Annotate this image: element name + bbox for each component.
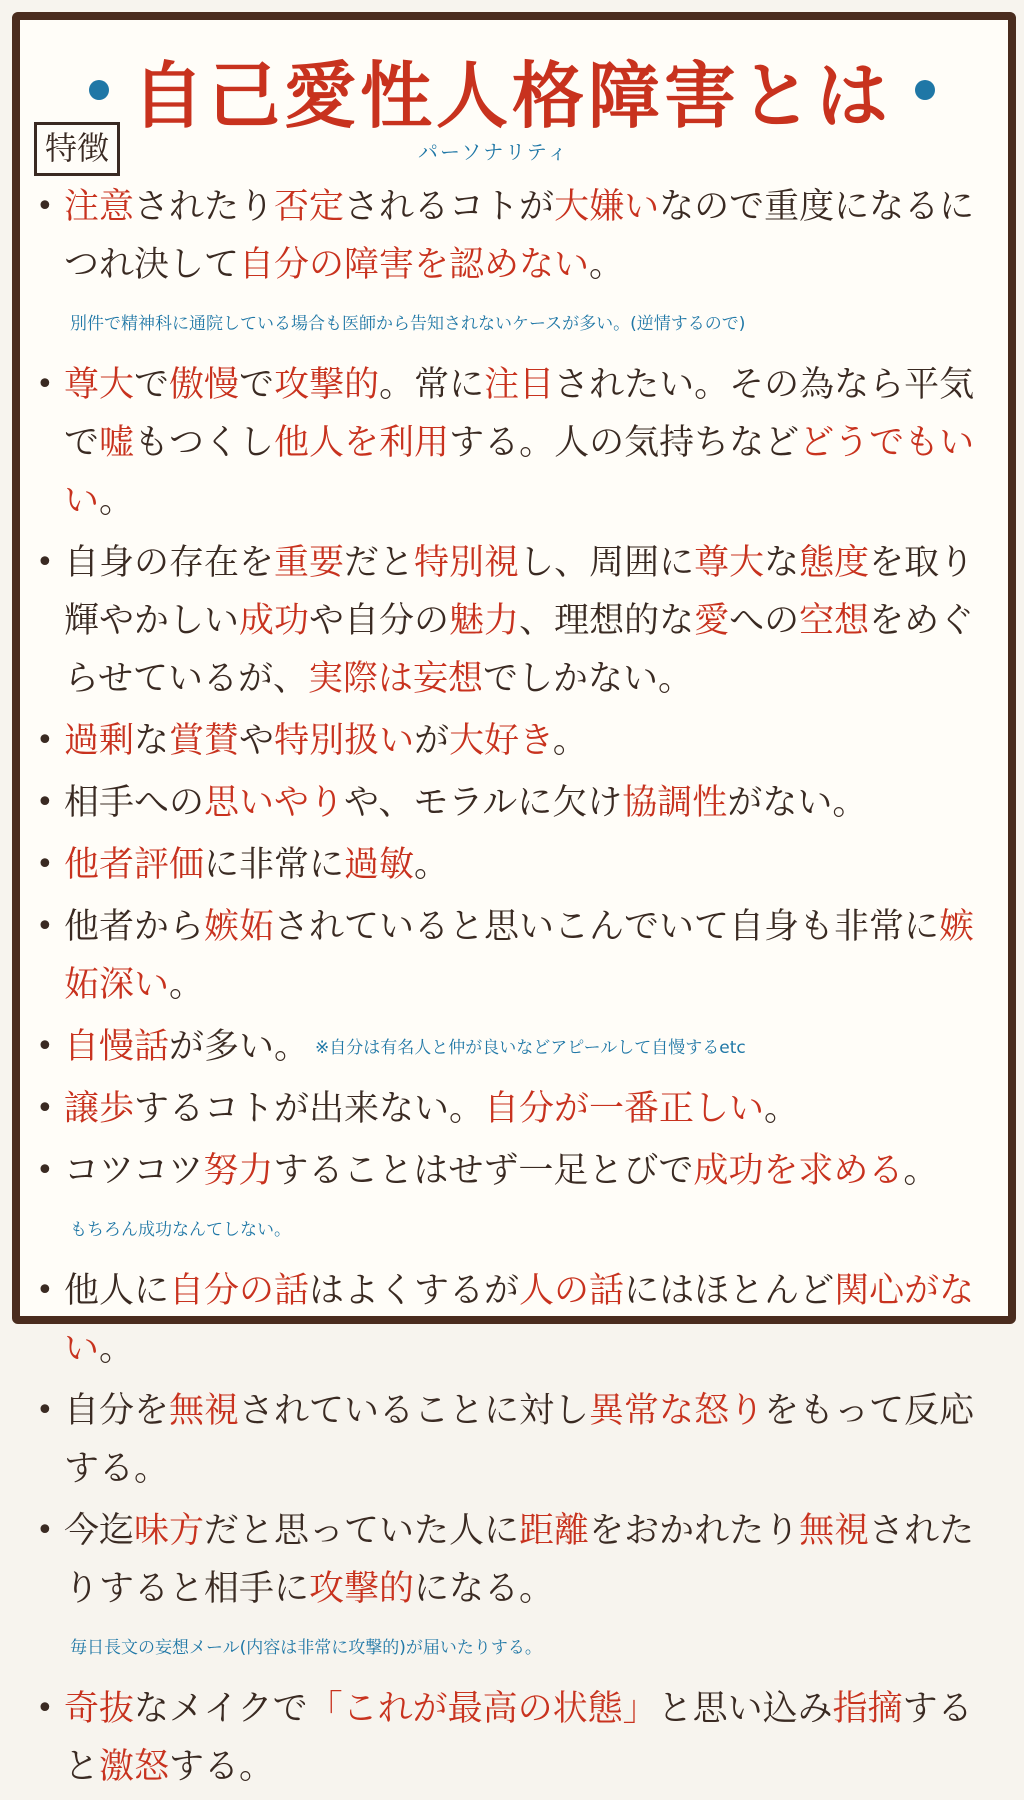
- item-text: 自分を: [64, 1391, 170, 1431]
- item-text: し、周囲に: [519, 543, 695, 583]
- item-text: でしかない。: [482, 659, 693, 699]
- item-text: 。: [99, 1329, 135, 1369]
- list-item: [30, 1018, 1000, 1076]
- item-text: への: [729, 601, 800, 641]
- item-text: 大嫌い: [554, 187, 660, 227]
- item-text: 特別視: [414, 543, 520, 583]
- item-text: もつくし: [134, 423, 275, 463]
- item-text: や自分の: [309, 601, 450, 641]
- bullet-icon: •: [36, 1153, 54, 1188]
- item-text: 距離: [519, 1511, 590, 1551]
- side-note: ※自分は有名人と仲が良いなどアピールして自慢するetc: [315, 1038, 746, 1058]
- bullet-icon: •: [36, 545, 54, 580]
- item-text: 異常な怒り: [589, 1391, 765, 1431]
- item-text: 。: [99, 481, 135, 521]
- item-text: な: [764, 543, 800, 583]
- item-text: 。: [589, 245, 625, 285]
- bullet-icon: •: [36, 785, 54, 820]
- item-text: 。常に: [379, 365, 485, 405]
- list-item: [30, 1680, 1000, 1796]
- item-text: されていると思いこんでいて自身も非常に: [274, 907, 940, 947]
- item-text: されたりすると相手に: [64, 1511, 975, 1609]
- list-item: [30, 1382, 1000, 1498]
- list-item: [30, 178, 1000, 352]
- right-dot-icon: [915, 80, 935, 100]
- item-text: することはせず一足とびで: [273, 1151, 694, 1191]
- item-text: 。: [903, 1151, 939, 1191]
- item-text: されたい。その為なら平気で: [64, 365, 975, 463]
- list-item: [30, 898, 1000, 1014]
- list-item: [30, 712, 1000, 770]
- item-text: 攻撃的: [274, 365, 380, 405]
- bullet-icon: •: [36, 1029, 54, 1064]
- item-text: 自身の存在を: [64, 543, 275, 583]
- item-text: だと: [344, 543, 415, 583]
- list-item: [30, 1142, 1000, 1258]
- item-text: されるコトが: [344, 187, 555, 227]
- item-text: な: [134, 721, 170, 761]
- item-text: 注目: [484, 365, 555, 405]
- item-text: で: [239, 365, 275, 405]
- item-text: 。: [414, 845, 450, 885]
- item-text: 尊大: [64, 365, 135, 405]
- item-text: 味方: [134, 1511, 205, 1551]
- item-text: 譲歩: [64, 1089, 135, 1129]
- item-text: 他人に: [64, 1271, 170, 1311]
- item-text: 努力: [203, 1151, 274, 1191]
- list-item: [30, 1262, 1000, 1378]
- item-text: 他者から: [64, 907, 205, 947]
- item-text: 嫉妬深い: [64, 907, 975, 1005]
- item-text: 相手への: [64, 783, 205, 823]
- list-item: [30, 534, 1000, 708]
- item-text: 思いやり: [204, 783, 345, 823]
- item-text: をおかれたり: [589, 1511, 800, 1551]
- item-text: 重要: [274, 543, 345, 583]
- item-text: すると: [64, 1689, 973, 1787]
- item-text: をもって反応する。: [64, 1391, 975, 1489]
- item-text: 成功: [239, 601, 310, 641]
- section-label: 特徴: [34, 122, 120, 176]
- item-text: 嘘: [99, 423, 135, 463]
- feature-list: [30, 178, 1000, 1800]
- item-text: 魅力: [449, 601, 520, 641]
- item-text: 過敏: [344, 845, 415, 885]
- item-text: 関心がない: [64, 1271, 975, 1369]
- item-text: なメイクで: [134, 1689, 308, 1729]
- item-text: にはほとんど: [624, 1271, 835, 1311]
- item-text: が多い。: [169, 1027, 310, 1067]
- item-text: されたり: [134, 187, 275, 227]
- item-text: 攻撃的: [309, 1569, 415, 1609]
- list-item: [30, 1080, 1000, 1138]
- item-text: 実際は妄想: [307, 659, 483, 699]
- item-text: なので重度になるにつれ決して: [64, 187, 975, 285]
- bullet-icon: •: [36, 1691, 54, 1726]
- list-item: [30, 1502, 1000, 1676]
- item-text: 大好き: [449, 721, 553, 761]
- item-text: 傲慢: [169, 365, 240, 405]
- bullet-icon: •: [36, 1091, 54, 1126]
- bullet-icon: •: [36, 1393, 54, 1428]
- item-text: 賞賛: [169, 721, 240, 761]
- item-text: されていることに対し: [239, 1391, 590, 1431]
- item-text: 自分の障害を認めない: [239, 245, 590, 285]
- item-text: 激怒: [99, 1747, 170, 1787]
- item-text: どうでもいい: [64, 423, 975, 521]
- item-text: 無視: [799, 1511, 870, 1551]
- bullet-icon: •: [36, 367, 54, 402]
- side-note: 毎日長文の妄想メール(内容は非常に攻撃的)が届いたりする。: [70, 1638, 542, 1658]
- item-text: と思い込み: [657, 1689, 833, 1729]
- item-text: がない。: [727, 783, 868, 823]
- item-text: 今迄: [64, 1511, 135, 1551]
- item-text: をめぐらせているが、: [64, 601, 975, 699]
- list-item: [30, 836, 1000, 894]
- item-text: 奇抜: [64, 1689, 135, 1729]
- item-text: 無視: [169, 1391, 240, 1431]
- item-text: 尊大: [694, 543, 765, 583]
- item-text: 指摘: [832, 1689, 903, 1729]
- side-note: 別件で精神科に通院している場合も医師から告知されないケースが多い。(逆情するので): [70, 314, 746, 334]
- item-text: 自分が一番正しい: [484, 1089, 765, 1129]
- item-text: 協調性: [622, 783, 728, 823]
- bullet-icon: •: [36, 909, 54, 944]
- item-text: 成功を求める: [693, 1151, 904, 1191]
- item-text: 嫉妬: [204, 907, 275, 947]
- item-text: コツコツ: [64, 1151, 204, 1191]
- item-text: 否定: [274, 187, 345, 227]
- item-text: を取り輝やかしい: [64, 543, 975, 641]
- item-text: 態度: [799, 543, 870, 583]
- bullet-icon: •: [36, 1513, 54, 1548]
- item-text: 過剰: [64, 721, 135, 761]
- list-item: [30, 356, 1000, 530]
- item-text: 、理想的な: [519, 601, 695, 641]
- page-title: 自己愛性人格障害とは: [131, 54, 892, 138]
- bullet-icon: •: [36, 189, 54, 224]
- item-text: 。: [552, 721, 588, 761]
- item-text: 愛: [694, 601, 730, 641]
- item-text: 他者評価: [64, 845, 205, 885]
- item-text: 。: [764, 1089, 800, 1129]
- item-text: になる。: [414, 1569, 555, 1609]
- item-text: 特別扱い: [274, 721, 415, 761]
- item-text: 自慢話: [64, 1027, 170, 1067]
- item-text: 他人を利用: [274, 423, 450, 463]
- item-text: するコトが出来ない。: [134, 1089, 485, 1129]
- item-text: 注意: [64, 187, 135, 227]
- bullet-icon: •: [36, 847, 54, 882]
- item-text: する。: [169, 1747, 275, 1787]
- item-text: 「これが最高の状態」: [307, 1689, 658, 1729]
- item-text: 。: [169, 965, 205, 1005]
- item-text: で: [134, 365, 170, 405]
- item-text: や: [239, 721, 275, 761]
- bullet-icon: •: [36, 1273, 54, 1308]
- item-text: に非常に: [204, 845, 345, 885]
- item-text: する。人の気持ちなど: [449, 423, 800, 463]
- item-text: が: [414, 721, 450, 761]
- item-text: 空想: [799, 601, 870, 641]
- item-text: や、モラルに欠け: [344, 783, 623, 823]
- side-note: もちろん成功なんてしない。: [70, 1220, 291, 1240]
- item-text: 人の話: [519, 1271, 625, 1311]
- left-dot-icon: [89, 80, 109, 100]
- bullet-icon: •: [36, 723, 54, 758]
- item-text: 自分の話: [169, 1271, 310, 1311]
- title-ruby: パーソナリティ: [418, 140, 570, 164]
- item-text: はよくするが: [309, 1271, 520, 1311]
- item-text: だと思っていた人に: [204, 1511, 520, 1551]
- list-item: [30, 774, 1000, 832]
- title-row: [0, 38, 1024, 142]
